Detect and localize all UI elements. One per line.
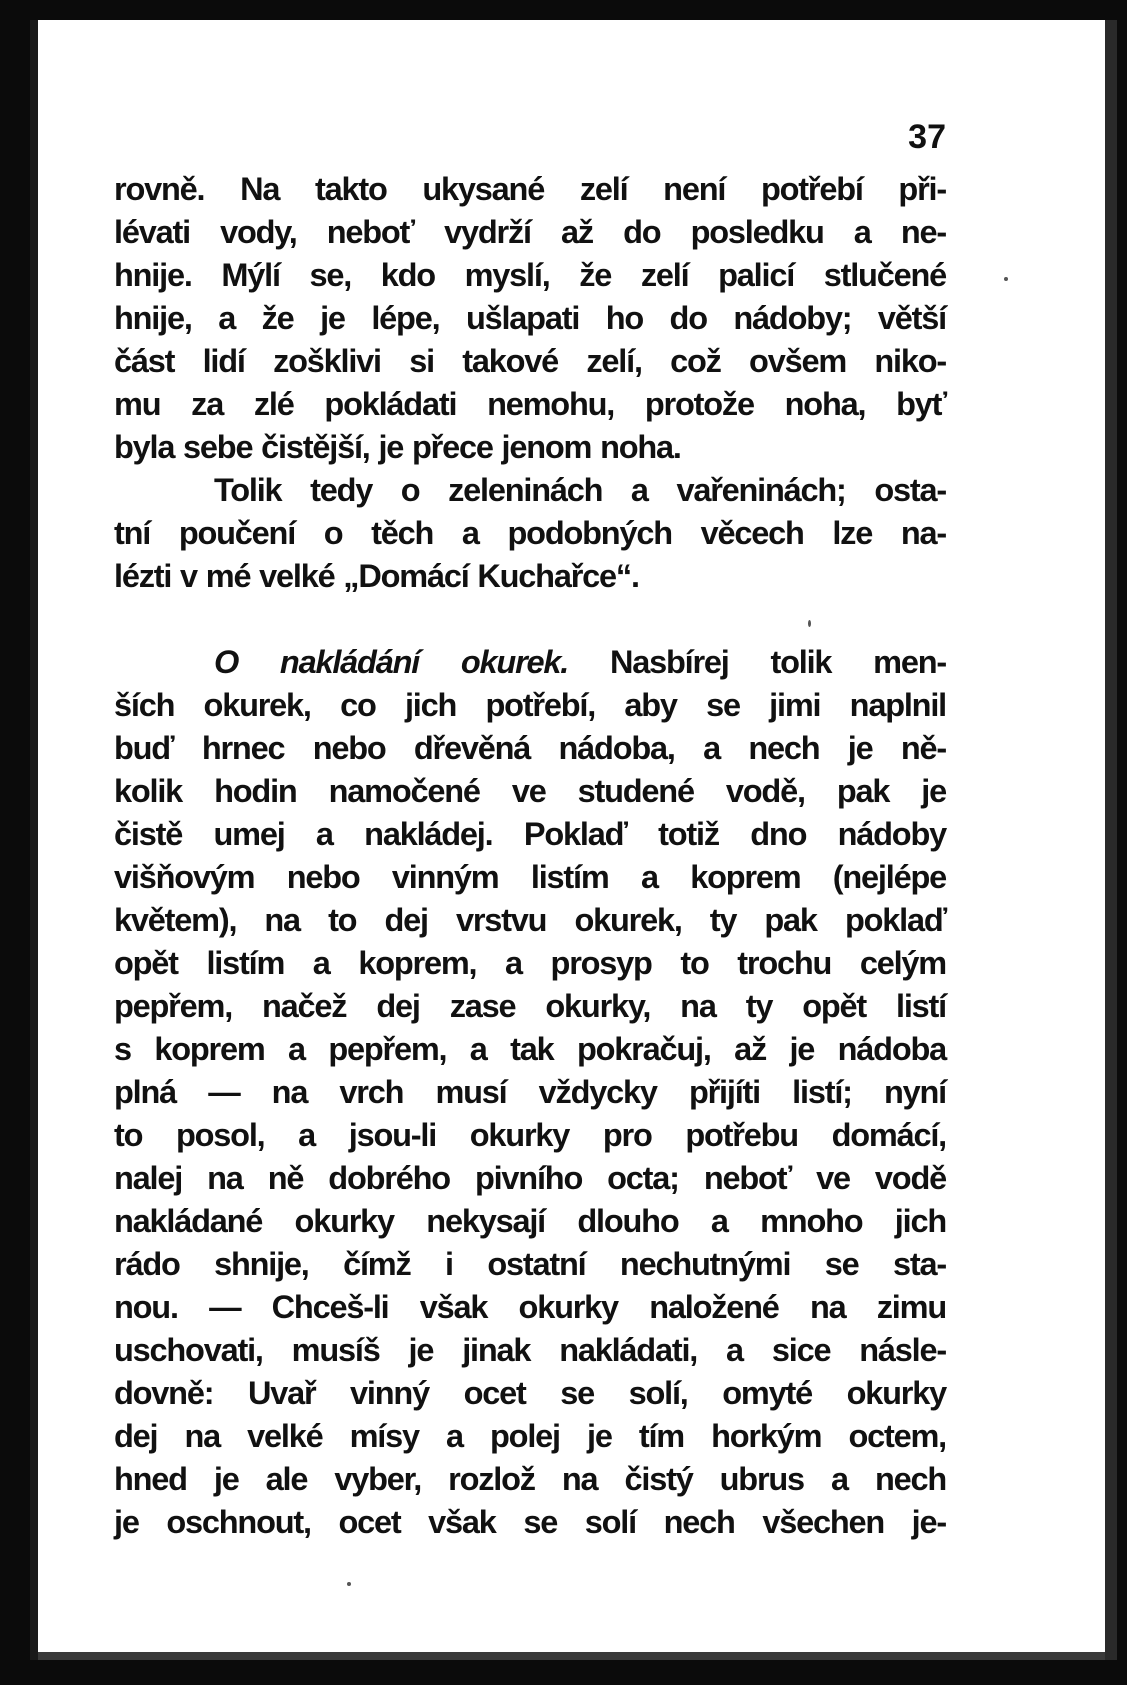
text-line: hnije. Mýlí se, kdo myslí, že zelí palicí stlučené bbox=[114, 257, 946, 293]
text-line: ších okurek, co jich potřebí, aby se jimi naplnil bbox=[114, 687, 946, 723]
scan-border-right bbox=[1117, 0, 1127, 1685]
text-line: rovně. Na takto ukysané zelí není potřebí při- bbox=[114, 171, 946, 207]
text-line: nakládané okurky nekysají dlouho a mnoho jich bbox=[114, 1203, 946, 1239]
scan-border-top bbox=[0, 0, 1127, 20]
text-line: hnije, a že je lépe, ušlapati ho do nádoby; větší bbox=[114, 300, 946, 336]
text-line: dej na velké mísy a polej je tím horkým octem, bbox=[114, 1418, 946, 1454]
text-line bbox=[114, 641, 946, 684]
text-line: plná — na vrch musí vždycky přijíti listí; nyní bbox=[114, 1074, 946, 1110]
text-line: kolik hodin namočené ve studené vodě, pak je bbox=[114, 773, 946, 809]
text-line: višňovým nebo vinným listím a koprem (nejlépe bbox=[114, 859, 946, 895]
text-line: část lidí zošklivi si takové zelí, což ovšem niko- bbox=[114, 343, 946, 379]
text-line: je oschnout, ocet však se solí nech všechen je- bbox=[114, 1504, 946, 1540]
page-edge-bottom bbox=[38, 1652, 1105, 1660]
dust-speck bbox=[347, 1582, 351, 1586]
paragraph-gap bbox=[114, 598, 946, 641]
page-number: 37 bbox=[908, 118, 946, 156]
text-line: uschovati, musíš je jinak nakládati, a sice násle- bbox=[114, 1332, 946, 1368]
text-line: pepřem, načež dej zase okurky, na ty opět listí bbox=[114, 988, 946, 1024]
text-line: lézti v mé velké „Domácí Kuchařce“. bbox=[114, 558, 639, 594]
text-line: Tolik tedy o zeleninách a vařeninách; osta- bbox=[214, 472, 946, 508]
text-line: opět listím a koprem, a prosyp to trochu celým bbox=[114, 945, 946, 981]
text-line: dovně: Uvař vinný ocet se solí, omyté okurky bbox=[114, 1375, 946, 1411]
text-line: nou. — Chceš-li však okurky naložené na zimu bbox=[114, 1289, 946, 1325]
text-line: byla sebe čistější, je přece jenom noha. bbox=[114, 429, 681, 465]
text-line: to posol, a jsou-li okurky pro potřebu domácí, bbox=[114, 1117, 946, 1153]
text-line: s koprem a pepřem, a tak pokračuj, až je nádoba bbox=[114, 1031, 946, 1067]
text-line: mu za zlé pokládati nemohu, protože noha, byť bbox=[114, 386, 946, 422]
text-line: čistě umej a nakládej. Poklaď totiž dno nádoby bbox=[114, 816, 946, 852]
page-gutter-shadow bbox=[30, 20, 38, 1660]
page-text bbox=[114, 168, 946, 1544]
text-fragment: Nasbírej tolik men- bbox=[568, 644, 946, 680]
text-line: rádo shnije, čímž i ostatní nechutnými se sta- bbox=[114, 1246, 946, 1282]
scan-border-left bbox=[0, 0, 30, 1685]
scan-border-bottom bbox=[0, 1660, 1127, 1685]
section-heading: O nakládání okurek. bbox=[214, 644, 569, 680]
text-line: buď hrnec nebo dřevěná nádoba, a nech je ně- bbox=[114, 730, 946, 766]
dust-speck bbox=[1004, 277, 1008, 281]
text-line: tní poučení o těch a podobných věcech lze na- bbox=[114, 515, 946, 551]
text-line: nalej na ně dobrého pivního octa; neboť ve vodě bbox=[114, 1160, 946, 1196]
page-edge-right bbox=[1105, 20, 1117, 1660]
text-line: lévati vody, neboť vydrží až do posledku a ne- bbox=[114, 214, 946, 250]
text-line: hned je ale vyber, rozlož na čistý ubrus a nech bbox=[114, 1461, 946, 1497]
text-line: květem), na to dej vrstvu okurek, ty pak poklaď bbox=[114, 902, 946, 938]
